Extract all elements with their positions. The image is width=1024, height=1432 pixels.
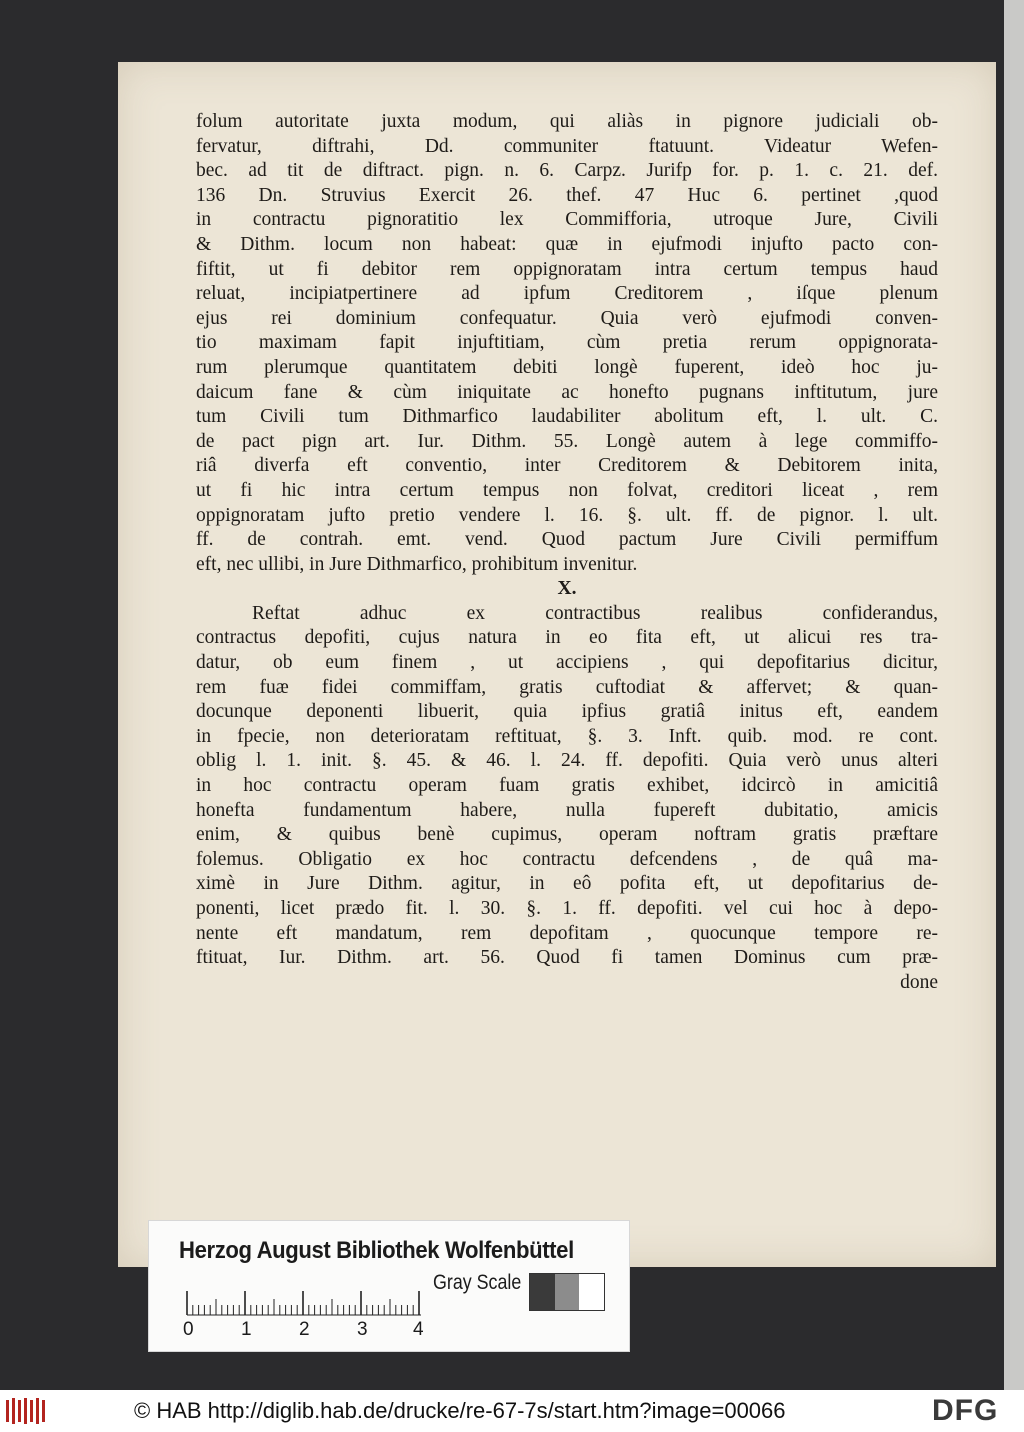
text-line: tio maximam fapit injuftitiam, cùm pretia rerum oppignorata- — [196, 332, 938, 354]
paragraph-block-2 — [196, 602, 938, 971]
ruler-number: 2 — [299, 1319, 310, 1340]
text-line: in contractu pignoratitio lex Commifforia, utroque Jure, Civili — [196, 209, 938, 231]
hab-logo-icon — [4, 1396, 50, 1426]
footer-bar — [0, 1390, 1024, 1432]
ruler-number: 0 — [183, 1319, 194, 1340]
page-text — [196, 110, 938, 995]
ruler-ticks — [185, 1287, 435, 1317]
text-line: in fpecie, non deterioratam reftituat, §. 3. Inft. quib. mod. re cont. — [196, 725, 938, 747]
gray-scale-swatches — [529, 1273, 605, 1311]
text-line: ejus rei dominium confequatur. Quia verò ejufmodi conven- — [196, 307, 938, 329]
gray-swatch-mid — [555, 1274, 580, 1310]
text-line: in hoc contractu operam fuam gratis exhibet, idcircò in amicitiâ — [196, 775, 938, 797]
color-card — [148, 1220, 630, 1352]
paragraph-block-1 — [196, 110, 938, 577]
text-line: datur, ob eum finem , ut accipiens , qui depofitarius dicitur, — [196, 652, 938, 674]
text-line: rum plerumque quantitatem debiti longè fuperent, ideò hoc ju- — [196, 356, 938, 378]
text-line: 136 Dn. Struvius Exercit 26. thef. 47 Huc 6. pertinet ,quod — [196, 184, 938, 206]
text-line: ximè in Jure Dithm. agitur, in eô pofita eft, ut depofitarius de- — [196, 873, 938, 895]
text-line: ut fi hic intra certum tempus non folvat, creditori liceat , rem — [196, 479, 938, 501]
text-line: contractus depofiti, cujus natura in eo fita eft, ut alicui res tra- — [196, 627, 938, 649]
gray-swatch-dark — [530, 1274, 555, 1310]
gray-swatch-white — [579, 1274, 604, 1310]
text-line: daicum fane & cùm iniquitate ac honefto pugnans inftitutum, jure — [196, 381, 938, 403]
page-edge — [1004, 0, 1024, 1390]
text-line: tum Civili tum Dithmarfico laudabiliter abolitum eft, l. ult. C. — [196, 406, 938, 428]
text-line: enim, & quibus benè cupimus, operam noftram gratis præftare — [196, 824, 938, 846]
text-line: honefta fundamentum habere, nulla fupereft dubitatio, amicis — [196, 799, 938, 821]
source-link[interactable]: © HAB http://diglib.hab.de/drucke/re-67-7s/start.htm?image=00066 — [134, 1398, 786, 1423]
text-line: docunque deponenti libuerit, quia ipfius gratiâ initus eft, eandem — [196, 701, 938, 723]
text-line: eft, nec ullibi, in Jure Dithmarfico, prohibitum invenitur. — [196, 553, 638, 575]
card-title: Herzog August Bibliothek Wolfenbüttel — [179, 1237, 574, 1264]
text-line: folum autoritate juxta modum, qui aliàs in pignore judiciali ob- — [196, 111, 938, 132]
text-line: de pact pign art. Iur. Dithm. 55. Longè autem à lege commiffo- — [196, 430, 938, 452]
dfg-logo: DFG — [932, 1394, 999, 1427]
text-line: ponenti, licet prædo fit. l. 30. §. 1. ff. depofiti. vel cui hoc à depo- — [196, 898, 938, 919]
ruler-number: 3 — [357, 1319, 368, 1340]
text-line: folemus. Obligatio ex hoc contractu defcendens , de quâ ma- — [196, 848, 938, 870]
text-line: fervatur, diftrahi, Dd. communiter ftatuunt. Videatur Wefen- — [196, 135, 938, 157]
text-line: oppignoratam jufto pretio vendere l. 16. §. ult. ff. de pignor. l. ult. — [196, 504, 938, 526]
text-line: reluat, incipiatpertinere ad ipfum Creditorem , iſque plenum — [196, 283, 938, 305]
text-line: & Dithm. locum non habeat: quæ in ejufmodi injufto pacto con- — [196, 233, 938, 255]
gray-scale-label: Gray Scale — [433, 1271, 522, 1294]
section-heading: X. — [557, 578, 577, 600]
text-line: Reftat adhuc ex contractibus realibus confiderandus, — [252, 602, 938, 624]
ruler-number: 1 — [241, 1319, 252, 1340]
text-line: bec. ad tit de diftract. pign. n. 6. Carpz. Jurifp for. p. 1. c. 21. def. — [196, 160, 938, 182]
text-line: ftituat, Iur. Dithm. art. 56. Quod fi tamen Dominus cum præ- — [196, 947, 938, 969]
text-line: rem fuæ fidei commiffam, gratis cuftodiat & affervet; & quan- — [196, 676, 938, 698]
catchword: done — [900, 971, 938, 993]
text-line: fiftit, ut fi debitor rem oppignoratam intra certum tempus haud — [196, 258, 938, 280]
text-line: oblig l. 1. init. §. 45. & 46. l. 24. ff. depofiti. Quia verò unus alteri — [196, 750, 938, 772]
text-line: nente eft mandatum, rem depofitam , quocunque tempore re- — [196, 922, 938, 944]
ruler-number: 4 — [413, 1319, 424, 1340]
text-line: riâ diverfa eft conventio, inter Creditorem & Debitorem inita, — [196, 455, 938, 477]
text-line: ff. de contrah. emt. vend. Quod pactum Jure Civili permiffum — [196, 529, 938, 551]
